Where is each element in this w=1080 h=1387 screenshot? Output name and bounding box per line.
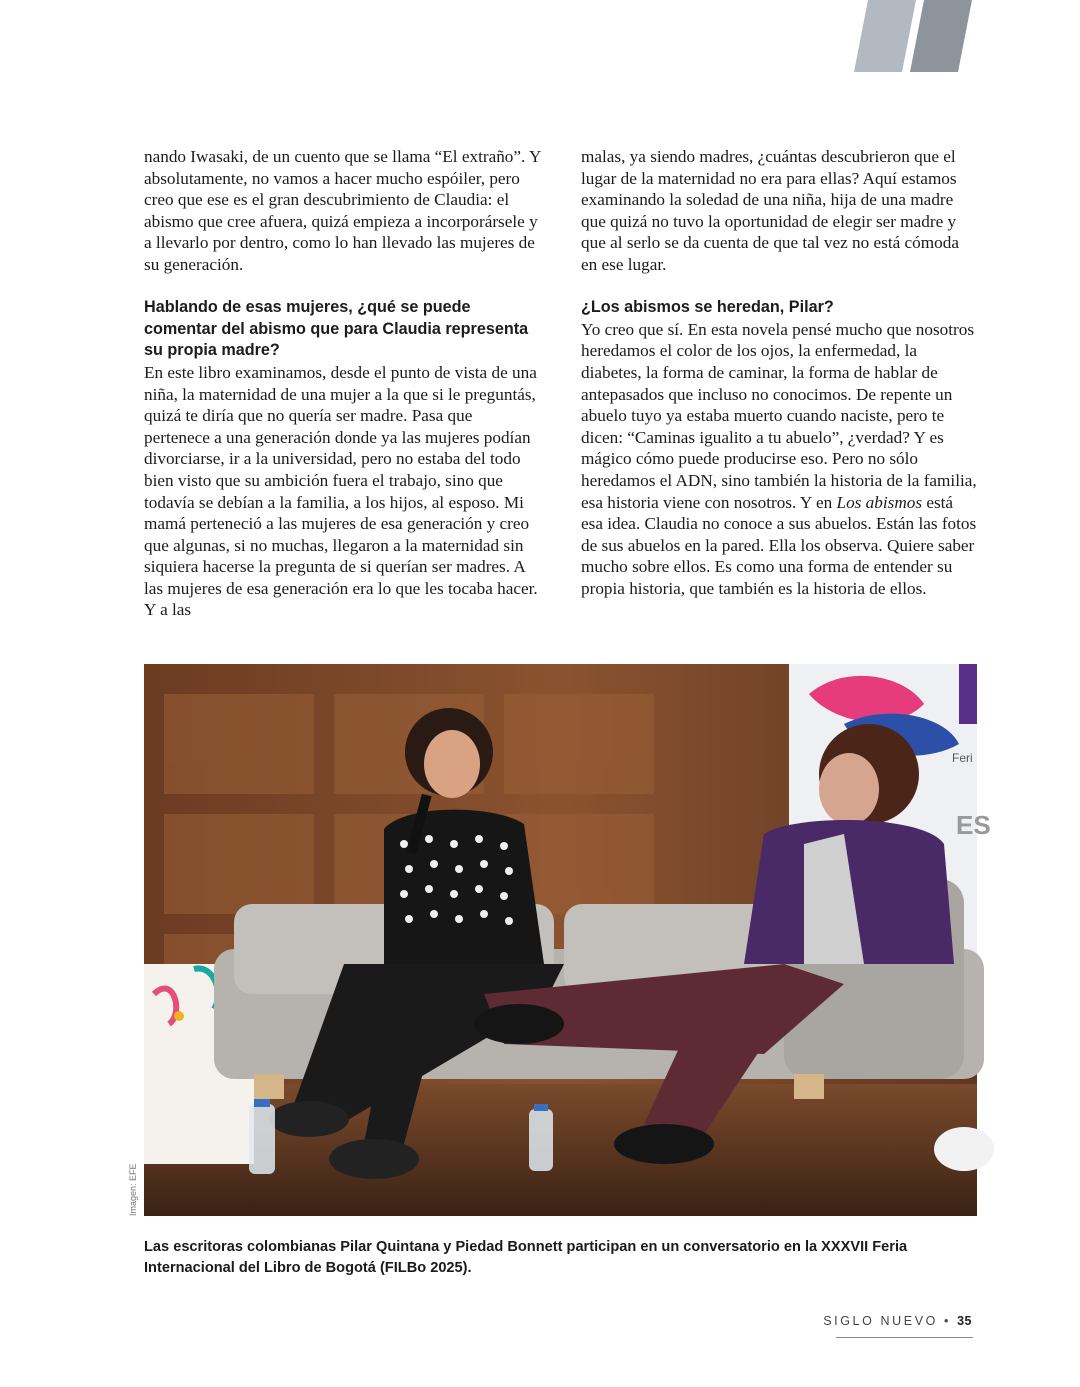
paragraph: nando Iwasaki, de un cuento que se llama “El extraño”. Y absolutamente, no vamos a hacer mucho espóiler, pero creo que ese es el gran descubrimiento de Claudia: el abismo que cree afuera, quizá empieza a incorporársele y a llevarlo por dentro, como lo han llevado las mujeres de su generación. xyxy=(144,147,541,274)
page-footer xyxy=(823,1314,972,1328)
page-number: 35 xyxy=(957,1314,972,1328)
interview-question: Hablando de esas mujeres, ¿qué se puede comentar del abismo que para Claudia representa su propia madre? xyxy=(144,298,529,360)
article-column-right xyxy=(581,146,979,599)
footer-rule xyxy=(836,1337,973,1338)
article-column-left xyxy=(144,146,542,621)
photo-caption: Las escritoras colombianas Pilar Quintana y Piedad Bonnett participan en un conversatorio en la XXXVII Feria Internacional del Libro de Bogotá (FILBo 2025). xyxy=(144,1239,908,1276)
interview-answer xyxy=(581,319,979,600)
photo-credit: Imagen: EFE xyxy=(128,1163,138,1216)
book-title: Los abismos xyxy=(836,492,923,512)
interview-question: ¿Los abismos se heredan, Pilar? xyxy=(581,298,834,317)
footer-separator: • xyxy=(944,1314,952,1328)
magazine-name: SIGLO NUEVO xyxy=(823,1314,938,1328)
event-photo xyxy=(144,664,991,1216)
paragraph: malas, ya siendo madres, ¿cuántas descubrieron que el lugar de la maternidad no era para ellas? Aquí estamos examinando la soledad de una niña, hija de una madre que quizá no tuvo la oportunidad de elegir ser madre y que al serlo se da cuenta de que tal vez no está cómoda en ese lugar. xyxy=(581,147,959,274)
quote-mark-icon xyxy=(850,0,980,80)
interview-answer: En este libro examinamos, desde el punto de vista de una niña, la maternidad de una mujer a la que si le preguntás, quizá te diría que no quería ser madre. Pasa que pertenece a una generación donde ya las mujeres podían divorciarse, ir a la universidad, pero no estaba del todo bien visto que su ambición fuera el trabajo, sino que todavía se debían a la familia, a los hijos, al esposo. Mi mamá perteneció a las mujeres de esa generación y creo que algunas, si no muchas, llegaron a la maternidad sin siquiera hacerse la pregunta de si querían ser madres. A las mujeres de esa generación era lo que les tocaba hacer. Y a las xyxy=(144,362,538,620)
banner-text: ES xyxy=(956,810,991,840)
banner-text: Feri xyxy=(952,751,973,765)
answer-text: está esa idea. Claudia no conoce a sus abuelos. Están las fotos de sus abuelos en la pared. Ella los observa. Quiere saber mucho sobre ellos. Es como una forma de entender su propia historia, que también es la historia de ellos. xyxy=(581,492,977,598)
answer-text: Yo creo que sí. En esta novela pensé mucho que nosotros heredamos el color de los ojos, la enfermedad, la diabetes, la forma de caminar, la forma de hablar de antepasados que incluso no conocimos. De repente un abuelo tuyo ya estaba muerto cuando naciste, pero te dicen: “Caminas igualito a tu abuelo”, ¿verdad? Y es mágico cómo puede producirse eso. Pero no sólo heredamos el ADN, sino también la historia de la familia, esa historia viene con nosotros. Y en xyxy=(581,319,977,512)
